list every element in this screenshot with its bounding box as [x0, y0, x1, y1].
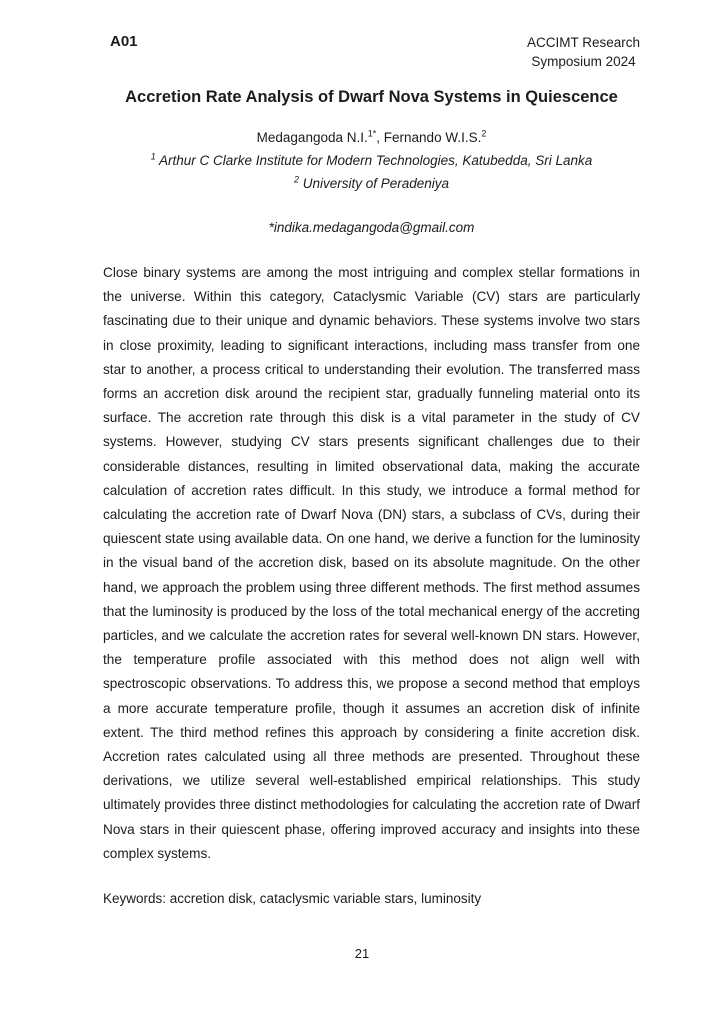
- author-1-name: Medagangoda N.I.: [256, 130, 368, 145]
- author-1-affiliation-mark: 1*: [367, 128, 377, 139]
- affiliation-1-mark: 1: [150, 151, 156, 162]
- affiliation-1-text: Arthur C Clarke Institute for Modern Technologies, Katubedda, Sri Lanka: [155, 153, 593, 168]
- symposium-header: [527, 33, 640, 71]
- author-separator: ,: [376, 130, 384, 145]
- abstract-text: Close binary systems are among the most intriguing and complex stellar formations in the universe. Within this category, Cataclysmic Variable (CV) stars are particularly fascinating due to their unique and dynamic behaviors. These systems involve two stars in close proximity, leading to significant interactions, including mass transfer from one star to another, a process critical to understanding their evolution. The transferred mass forms an accretion disk around the recipient star, gradually funneling material onto its surface. The accretion rate through this disk is a vital parameter in the study of CV systems. However, studying CV stars presents significant challenges due to their considerable distances, resulting in limited observational data, making the accurate calculation of accretion rates difficult. In this study, we introduce a formal method for calculating the accretion rate of Dwarf Nova (DN) stars, a subclass of CVs, during their quiescent state using available data. On one hand, we derive a function for the luminosity in the visual band of the accretion disk, based on its absolute magnitude. On the other hand, we approach the problem using three different methods. The first method assumes that the luminosity is produced by the loss of the total mechanical energy of the accreting particles, and we calculate the accretion rates for several well-known DN stars. However, the temperature profile associated with this method does not align well with spectroscopic observations. To address this, we propose a second method that employs a more accurate temperature profile, though it assumes an accretion disk of infinite extent. The third method refines this approach by considering a finite accretion disk. Accretion rates calculated using all three methods are presented. Throughout these derivations, we utilize several well-established empirical relationships. This study ultimately provides three distinct methodologies for calculating the accretion rate of Dwarf Nova stars in their quiescent phase, offering improved accuracy and insights into these complex systems.: [103, 265, 640, 861]
- author-2-affiliation-mark: 2: [481, 128, 487, 139]
- affiliation-1: [103, 149, 640, 172]
- affiliation-2-text: University of Peradeniya: [298, 176, 450, 191]
- affiliation-2: [103, 172, 640, 195]
- page-header: [110, 33, 640, 71]
- corresponding-author-email: *indika.medagangoda@gmail.com: [268, 220, 475, 235]
- page-number: 21: [354, 946, 370, 961]
- paper-id-label: A01: [110, 33, 138, 50]
- keywords-line: Keywords: accretion disk, cataclysmic variable stars, luminosity: [103, 891, 482, 907]
- affiliation-2-mark: 2: [293, 174, 299, 185]
- page-content: [103, 87, 640, 908]
- author-line: [103, 126, 640, 149]
- symposium-year-line: Symposium 2024: [531, 54, 636, 69]
- symposium-name-line: ACCIMT Research: [526, 35, 640, 50]
- author-2-name: Fernando W.I.S.: [383, 130, 482, 145]
- paper-title: Accretion Rate Analysis of Dwarf Nova Systems in Quiescence: [125, 88, 618, 106]
